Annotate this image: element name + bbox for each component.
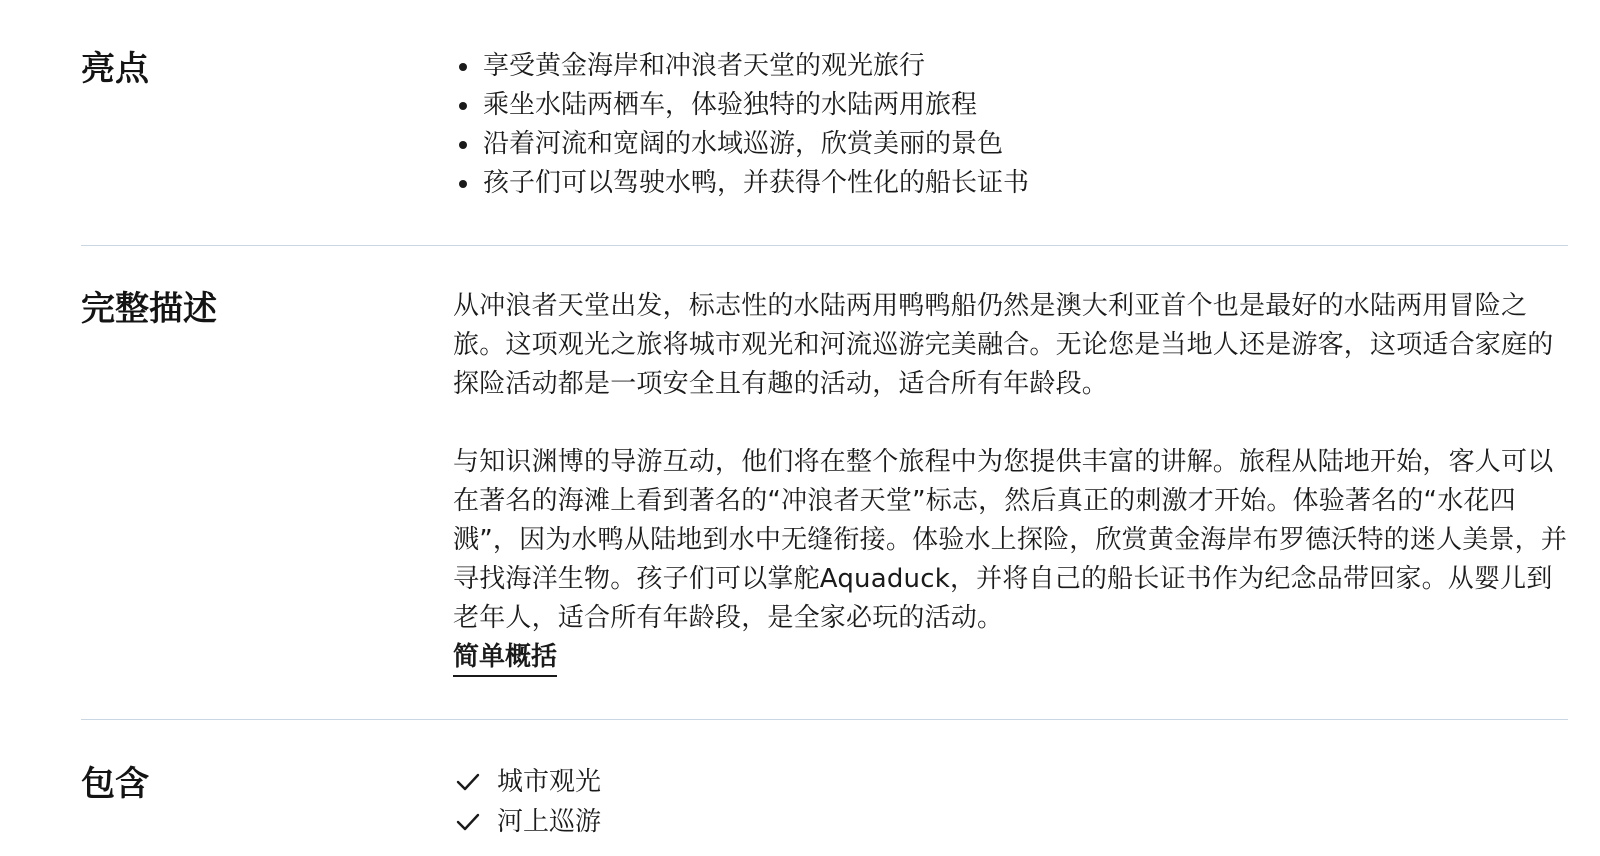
highlights-heading: 亮点 (81, 49, 149, 89)
bullet-dot-icon (459, 180, 467, 188)
show-less-link[interactable]: 简单概括 (453, 639, 557, 677)
includes-body (453, 762, 1568, 842)
checkmark-icon (455, 771, 481, 793)
includes-heading: 包含 (81, 764, 149, 804)
highlight-item (453, 125, 1568, 164)
bullet-dot-icon (459, 63, 467, 71)
highlight-item (453, 86, 1568, 125)
section-divider (81, 719, 1568, 720)
included-item-label: 城市观光 (497, 767, 602, 797)
checkmark-icon (455, 811, 481, 833)
highlight-text: 沿着河流和宽阔的水域巡游，欣赏美丽的景色 (483, 129, 1004, 159)
highlight-text: 孩子们可以驾驶水鸭，并获得个性化的船长证书 (483, 168, 1030, 198)
description-paragraph: 从冲浪者天堂出发，标志性的水陆两用鸭鸭船仍然是澳大利亚首个也是最好的水陆两用冒险之旅。这项观光之旅将城市观光和河流巡游完美融合。无论您是当地人还是游客，这项适合家庭的探险活动都是一项安全且有趣的活动，适合所有年龄段。 (453, 291, 1554, 399)
highlight-item (453, 47, 1568, 86)
includes-list (453, 762, 1568, 842)
highlights-list (453, 47, 1568, 203)
bullet-dot-icon (459, 102, 467, 110)
included-item (453, 762, 1568, 802)
included-item-label: 河上巡游 (497, 807, 602, 837)
full-description-heading: 完整描述 (81, 289, 217, 329)
included-item (453, 802, 1568, 842)
bullet-dot-icon (459, 141, 467, 149)
description-paragraph: 与知识渊博的导游互动，他们将在整个旅程中为您提供丰富的讲解。旅程从陆地开始，客人可以在著名的海滩上看到著名的“冲浪者天堂”标志，然后真正的刺激才开始。体验著名的“水花四溅”，因为水鸭从陆地到水中无缝衔接。体验水上探险，欣赏黄金海岸布罗德沃特的迷人美景，并寻找海洋生物。孩子们可以掌舵Aquaduck，并将自己的船长证书作为纪念品带回家。从婴儿到老年人，适合所有年龄段，是全家必玩的活动。 (453, 447, 1568, 633)
section-divider (81, 245, 1568, 246)
highlight-text: 乘坐水陆两栖车，体验独特的水陆两用旅程 (483, 90, 978, 120)
highlight-item (453, 164, 1568, 203)
highlights-body (453, 47, 1568, 203)
highlight-text: 享受黄金海岸和冲浪者天堂的观光旅行 (483, 51, 926, 81)
full-description-body (453, 287, 1568, 677)
